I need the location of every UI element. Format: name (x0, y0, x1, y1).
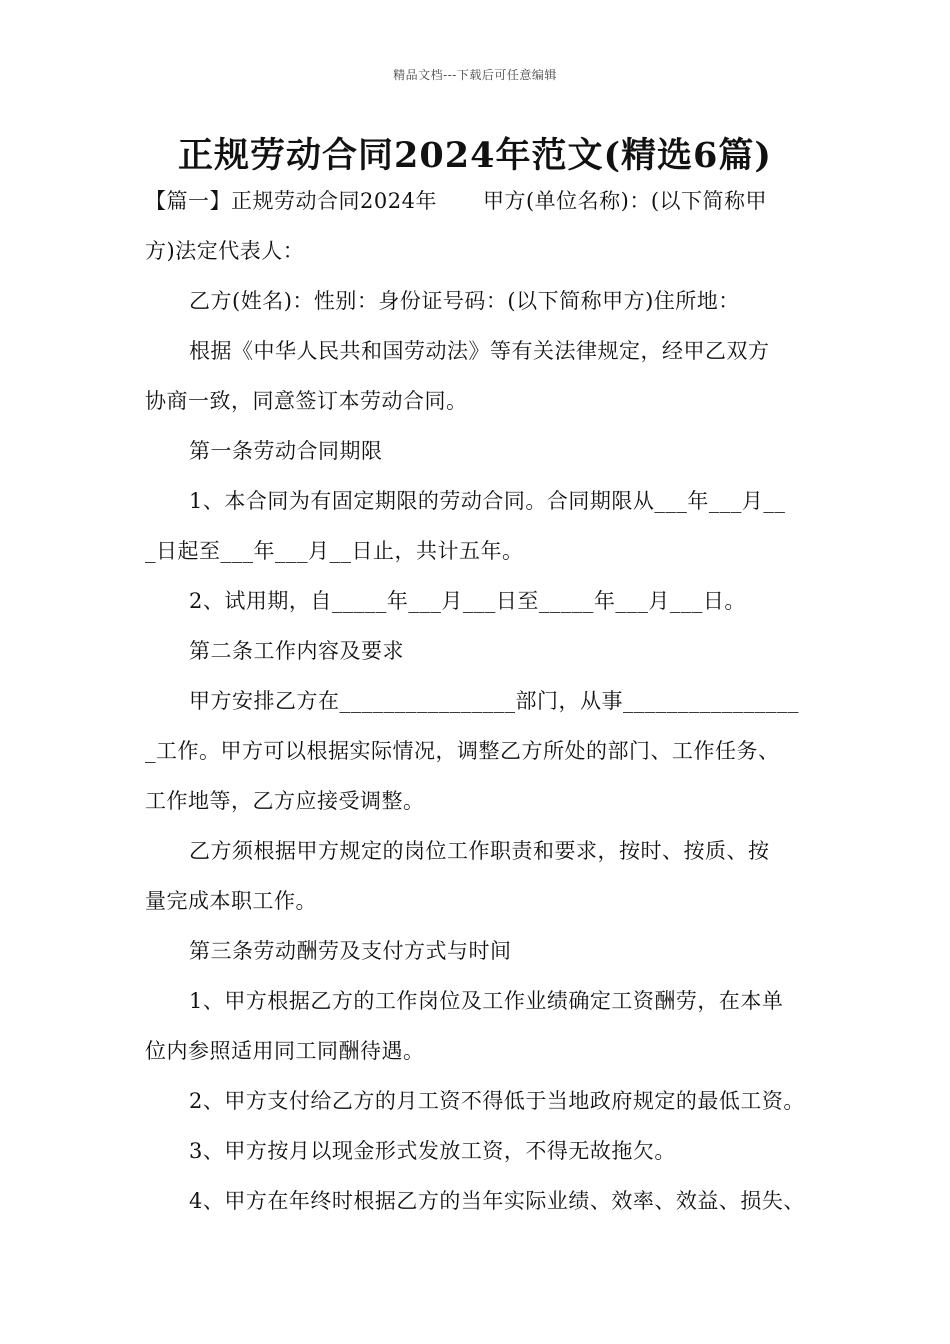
article-heading: 第三条劳动酬劳及支付方式与时间 (189, 939, 512, 963)
section-heading: 【篇一】正规劳动合同2024年 (145, 189, 437, 213)
paragraph-line (145, 176, 810, 226)
paragraph-line: _工作。甲方可以根据实际情况，调整乙方所处的部门、工作任务、 (145, 739, 780, 763)
header-note: 精品文档---下载后可任意编辑 (393, 68, 557, 82)
paragraph-line: 2、甲方支付给乙方的月工资不得低于当地政府规定的最低工资。 (189, 1089, 805, 1113)
paragraph-line: 3、甲方按月以现金形式发放工资，不得无故拖欠。 (189, 1139, 676, 1163)
paragraph-line: 4、甲方在年终时根据乙方的当年实际业绩、效率、效益、损失、 (189, 1189, 805, 1213)
paragraph-line: 1、本合同为有固定期限的劳动合同。合同期限从___年___月__ (189, 489, 786, 513)
party-a-label: 甲方(单位名称)：(以下简称甲 (482, 189, 768, 213)
paragraph-line: 乙方须根据甲方规定的岗位工作职责和要求，按时、按质、按 (189, 839, 770, 863)
document-title: 正规劳动合同2024年范文(精选6篇) (178, 135, 772, 176)
paragraph-line: 量完成本职工作。 (145, 889, 317, 913)
paragraph-line: 甲方安排乙方在________________部门，从事________________ (189, 689, 799, 713)
paragraph-line: _日起至___年___月__日止，共计五年。 (145, 539, 524, 563)
paragraph-line: 方)法定代表人： (145, 239, 305, 263)
paragraph-line: 协商一致，同意签订本劳动合同。 (145, 389, 468, 413)
paragraph-line: 乙方(姓名)：性别：身份证号码：(以下简称甲方)住所地： (189, 289, 740, 313)
article-heading: 第二条工作内容及要求 (189, 639, 404, 663)
paragraph-line: 1、甲方根据乙方的工作岗位及工作业绩确定工资酬劳，在本单 (189, 989, 784, 1013)
paragraph-line: 根据《中华人民共和国劳动法》等有关法律规定，经甲乙双方 (189, 339, 770, 363)
article-heading: 第一条劳动合同期限 (189, 439, 383, 463)
paragraph-line: 2、试用期，自_____年___月___日至_____年___月___日。 (189, 589, 746, 613)
document-body (145, 176, 810, 1226)
paragraph-line: 位内参照适用同工同酬待遇。 (145, 1039, 425, 1063)
paragraph-line: 工作地等，乙方应接受调整。 (145, 789, 425, 813)
